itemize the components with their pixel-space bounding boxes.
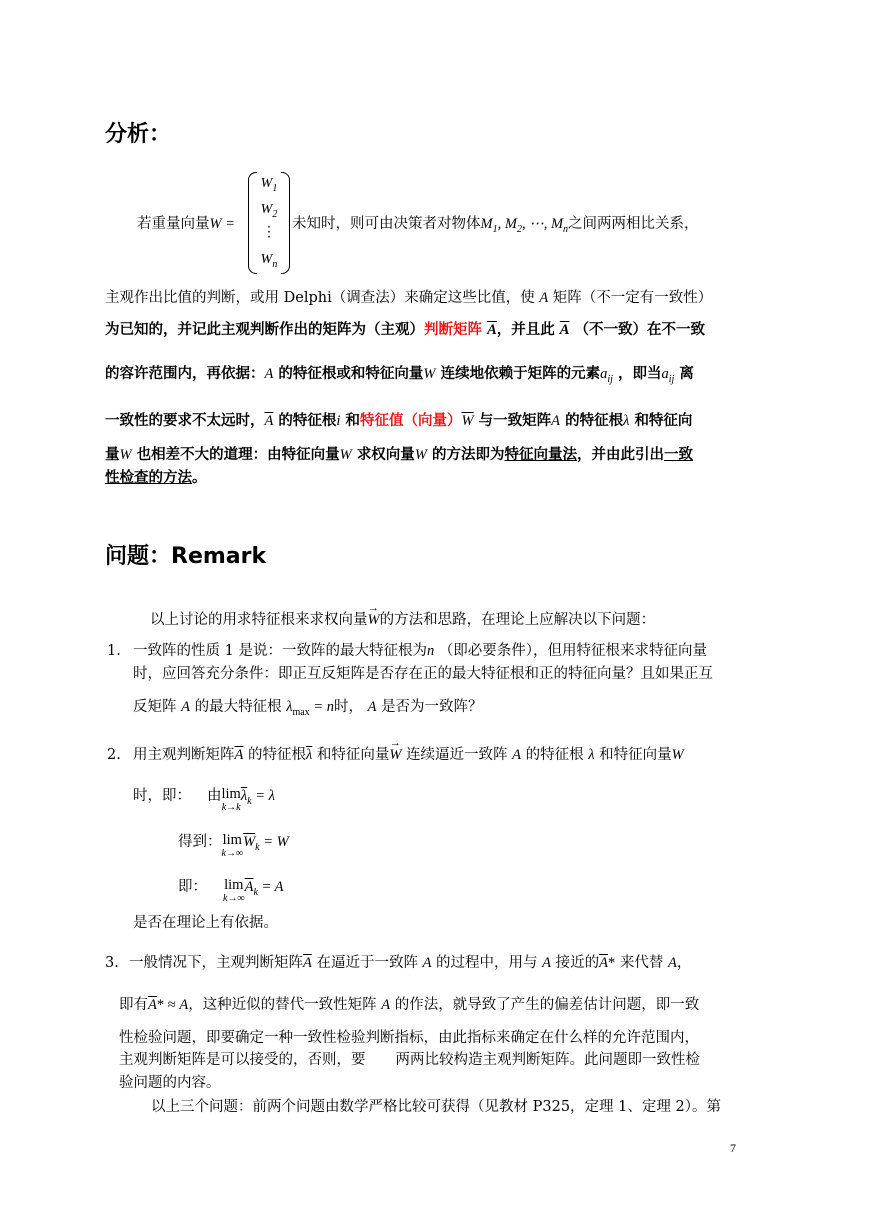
matrix-right-paren	[281, 172, 290, 274]
para2-line6: 性检查的方法。	[105, 469, 207, 486]
para2-line5: 量W 也相差不大的道理：由特征向量W 求权向量W 的方法即为特征向量法，并由此引出一致	[105, 446, 693, 463]
section-heading-analysis: 分析：	[105, 122, 172, 147]
matrix-cell-w2: $W_2$	[260, 202, 278, 220]
item3-line5: 验问题的内容。	[119, 1075, 221, 1091]
matrix-left-paren	[248, 172, 257, 274]
para1-end: 之间两两相比关系，	[568, 216, 699, 232]
para2-line1: 主观作出比值的判断，或用 Delphi（调查法）来确定这些比值，使 A 矩阵（不一定有一致性）	[105, 290, 713, 306]
item1-number: 1.	[107, 643, 121, 659]
limit-lambda: 由lim k→k $\overline{\lambda}_k = \lambda$	[207, 786, 275, 813]
item3-line4: 主观判断矩阵是可以接受的，否则，要 两两比较构造主观判断矩阵。此问题即一致性检	[119, 1052, 700, 1068]
matrix-cell-w1: $W_1$	[260, 176, 278, 194]
item3-number: 3.	[105, 955, 119, 971]
para2-line2: 为已知的，并记此主观判断作出的矩阵为（主观）判断矩阵 $\overline{A}$，并且此 $\overline{A}$ （不一致）在不一致	[105, 321, 706, 338]
matrix-cell-dots: ⋮	[262, 225, 276, 240]
remark-intro: 以上讨论的用求特征根来求权向量→ W的方法和思路，在理论上应解决以下问题：	[150, 610, 655, 630]
item1-line3: 反矩阵 A 的最大特征根 $\lambda_{max} = n$时， A 是否为一致阵？	[133, 699, 483, 718]
underline-eigenvector-method: 特征向量法	[504, 446, 577, 463]
para1-line	[137, 214, 235, 234]
item3-line1: 一般情况下，主观判断矩阵$\overline{A}$ 在逼近于一致阵 A 的过程中，用与 A 接近的$\overline{A}*$ 来代替 A，	[129, 955, 692, 971]
section-heading-remark: 问题：Remark	[105, 544, 267, 569]
item2-line1: 用主观判断矩阵$\overline{A}$ 的特征根$\overline{\lambda}$ 和特征向量→ W 连续逼近一致阵 A 的特征根 λ 和特征向量W	[133, 745, 684, 765]
item3-line2: 即有$\overline{A}* \approx A$，这种近似的替代一致性矩阵 A 的作法，就导致了产生的偏差估计问题，即一致	[119, 997, 700, 1013]
para1-eq: W =	[209, 216, 235, 232]
item1-line2: 时，应回答充分条件：即正互反矩阵是否存在正的最大特征根和正的特征向量？且如果正互	[133, 666, 713, 682]
matrix-cell-wn: $W_n$	[260, 252, 278, 270]
item2-line2: 时，即：	[133, 788, 191, 804]
para2-line3: 的容许范围内，再依据：A 的特征根或和特征向量W 连续地依赖于矩阵的元素$a_{ij}$ ，即当$a_{ij}$ 离	[105, 365, 694, 385]
weight-vector-matrix	[248, 172, 290, 276]
last-line: 以上三个问题：前两个问题由数学严格比较可获得（见教材 P325，定理 1、定理 2）。第	[151, 1099, 721, 1115]
para1-prefix: 若重量向量	[137, 216, 210, 232]
objects-list: $M_1$, $M_2$, ⋯, $M_n$	[480, 216, 569, 235]
para1-after: 未知时，则可由决策者对物体	[292, 216, 481, 232]
limit-a: 即： lim k→∞ $\overline{A}_k = A$	[178, 877, 284, 904]
item2-line5: 是否在理论上有依据。	[133, 915, 278, 931]
limit-w: 得到：lim k→∞ $\overline{W}_k = W$	[178, 832, 289, 859]
para1-tail	[292, 214, 699, 240]
underline-check-method: 性检查的方法	[105, 469, 192, 486]
item1-line1: 一致阵的性质 1 是说：一致阵的最大特征根为n （即必要条件），但用特征根来求特征向量	[133, 643, 708, 659]
para2-line4: 一致性的要求不太远时，$\overline{A}$ 的特征根i 和特征值（向量）$\overline{W}$ 与一致矩阵A 的特征根λ 和特征向	[105, 412, 693, 429]
highlight-judgment-matrix: 判断矩阵	[424, 321, 482, 338]
underline-consistency: 一致	[663, 446, 693, 463]
item3-line3: 性检验问题，即要确定一种一致性检验判断指标，由此指标来确定在什么样的允许范围内，	[119, 1030, 699, 1046]
highlight-eigenvalue: 特征值（向量）	[360, 412, 462, 429]
item2-number: 2.	[107, 747, 121, 763]
page-number: 7	[730, 1141, 736, 1155]
